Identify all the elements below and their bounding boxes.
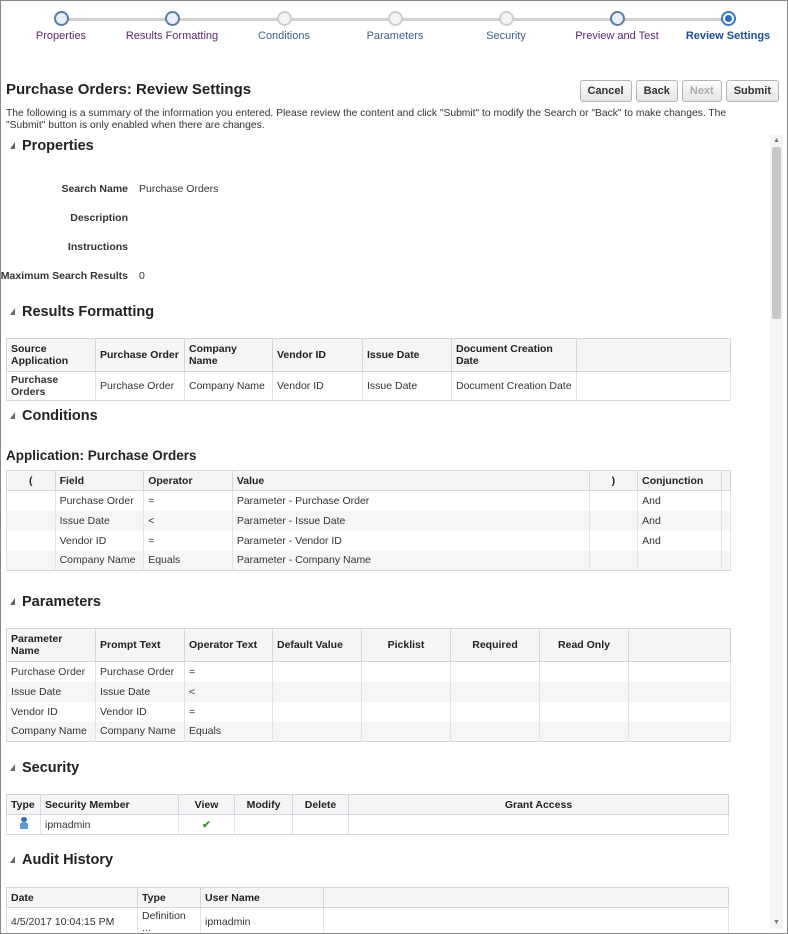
page-title: Purchase Orders: Review Settings [6, 81, 252, 98]
col-header: Document Creation Date [452, 339, 577, 372]
step-unvisited-icon [388, 11, 403, 26]
col-header: Value [232, 471, 589, 491]
collapse-triangle-icon[interactable] [10, 764, 15, 771]
cancel-button[interactable]: Cancel [580, 80, 632, 102]
review-content: Properties Search Name Purchase Orders Description Instructions Maximum Search Results 0 Results Formatting Source Application Purchase Order Company Name Vendor ID Issue Date Document Creation Date Purchase Orders Purchase Order Company Name Vendor ID Issue Date Document Creation Date Conditions Application: Purchase Orders ( Field Operator Value ) Conjunction Purchase Order = Parameter - Purchase Order And Issue Date < Parameter - Issue Date And Vendor ID = Parameter - Vendor ID And Company Name Equals Parameter - Company Name Parameters Parameter Name Prompt Text Operator Text Default Value Picklist Required Read Only Purchase Order Purchase Order = Issue Date Issue Date < Vendor ID Vendor ID = Company Name Company Name Equals Security Type Security Member View Modify Delete Grant Access ipmadmin ✔ Audit History Date Type User Name 4/5/2017 10:04:15 PM Definition ... ipmadmin [1, 135, 767, 934]
intro-text: The following is a summary of the information you entered. Please review the content and click "Submit" to modify the Search or "Back" to make changes. The "Submit" button is only enabled when there are changes. [6, 108, 727, 131]
col-header: Issue Date [363, 339, 452, 372]
section-conditions[interactable]: Conditions [10, 408, 98, 424]
col-header: Picklist [362, 629, 451, 662]
table-row: Vendor ID Vendor ID = [7, 702, 731, 722]
col-header: Default Value [273, 629, 362, 662]
collapse-triangle-icon[interactable] [10, 598, 15, 605]
audit-history-table [6, 887, 729, 934]
table-row: Company Name Company Name Equals [7, 722, 731, 742]
col-header: Operator Text [185, 629, 273, 662]
conditions-table [6, 470, 731, 571]
scroll-up-icon[interactable]: ▲ [773, 137, 780, 144]
col-header: User Name [201, 888, 324, 908]
user-icon [20, 817, 28, 829]
section-audit-history[interactable]: Audit History [10, 852, 113, 868]
step-visited-icon [165, 11, 180, 26]
col-header [577, 339, 731, 372]
col-header [722, 471, 731, 491]
col-header: Delete [293, 795, 349, 815]
scroll-down-icon[interactable]: ▼ [773, 919, 780, 926]
col-header: Type [7, 795, 41, 815]
collapse-triangle-icon[interactable] [10, 412, 15, 419]
col-header: Modify [235, 795, 293, 815]
vertical-scrollbar[interactable] [770, 135, 783, 929]
col-header [324, 888, 729, 908]
table-row: Purchase Order Purchase Order = [7, 662, 731, 682]
step-current-icon [721, 11, 736, 26]
results-formatting-table [6, 338, 731, 401]
next-button[interactable]: Next [682, 80, 722, 102]
col-header: Required [451, 629, 540, 662]
table-row: Purchase Order = Parameter - Purchase Order And [7, 491, 731, 511]
col-header: Conjunction [638, 471, 722, 491]
table-row: Issue Date < Parameter - Issue Date And [7, 511, 731, 531]
wizard-train: Properties Results Formatting Conditions Parameters Security Preview and Test Review Settings [1, 1, 787, 51]
scrollbar-thumb[interactable] [772, 147, 781, 319]
table-row: Purchase Orders Purchase Order Company Name Vendor ID Issue Date Document Creation Date [7, 372, 731, 401]
col-header: Operator [144, 471, 233, 491]
col-header: Field [55, 471, 144, 491]
col-header [629, 629, 731, 662]
back-button[interactable]: Back [636, 80, 678, 102]
col-header: Read Only [540, 629, 629, 662]
action-buttons [580, 80, 780, 102]
col-header: View [179, 795, 235, 815]
step-visited-icon [610, 11, 625, 26]
col-header: Date [7, 888, 138, 908]
submit-button[interactable]: Submit [726, 80, 779, 102]
step-visited-icon [54, 11, 69, 26]
section-properties[interactable]: Properties [10, 138, 94, 154]
collapse-triangle-icon[interactable] [10, 856, 15, 863]
col-header: Purchase Order [96, 339, 185, 372]
col-header: Source Application [7, 339, 96, 372]
col-header: Grant Access [349, 795, 729, 815]
conditions-application-title: Application: Purchase Orders [6, 448, 197, 463]
parameters-table [6, 628, 731, 742]
table-row: Vendor ID = Parameter - Vendor ID And [7, 531, 731, 551]
col-header: Vendor ID [273, 339, 363, 372]
col-header: ) [589, 471, 638, 491]
col-header: ( [7, 471, 56, 491]
step-unvisited-icon [277, 11, 292, 26]
section-security[interactable]: Security [10, 760, 79, 776]
security-table [6, 794, 729, 835]
table-row: ipmadmin ✔ [7, 815, 729, 835]
checkmark-icon: ✔ [202, 818, 211, 831]
col-header: Security Member [41, 795, 179, 815]
step-unvisited-icon [499, 11, 514, 26]
section-parameters[interactable]: Parameters [10, 594, 101, 610]
collapse-triangle-icon[interactable] [10, 142, 15, 149]
section-results-formatting[interactable]: Results Formatting [10, 304, 154, 320]
col-header: Type [138, 888, 201, 908]
table-row: 4/5/2017 10:04:15 PM Definition ... ipmadmin [7, 908, 729, 934]
col-header: Prompt Text [96, 629, 185, 662]
table-row: Company Name Equals Parameter - Company Name [7, 551, 731, 571]
col-header: Parameter Name [7, 629, 96, 662]
col-header: Company Name [185, 339, 273, 372]
table-row: Issue Date Issue Date < [7, 682, 731, 702]
collapse-triangle-icon[interactable] [10, 308, 15, 315]
